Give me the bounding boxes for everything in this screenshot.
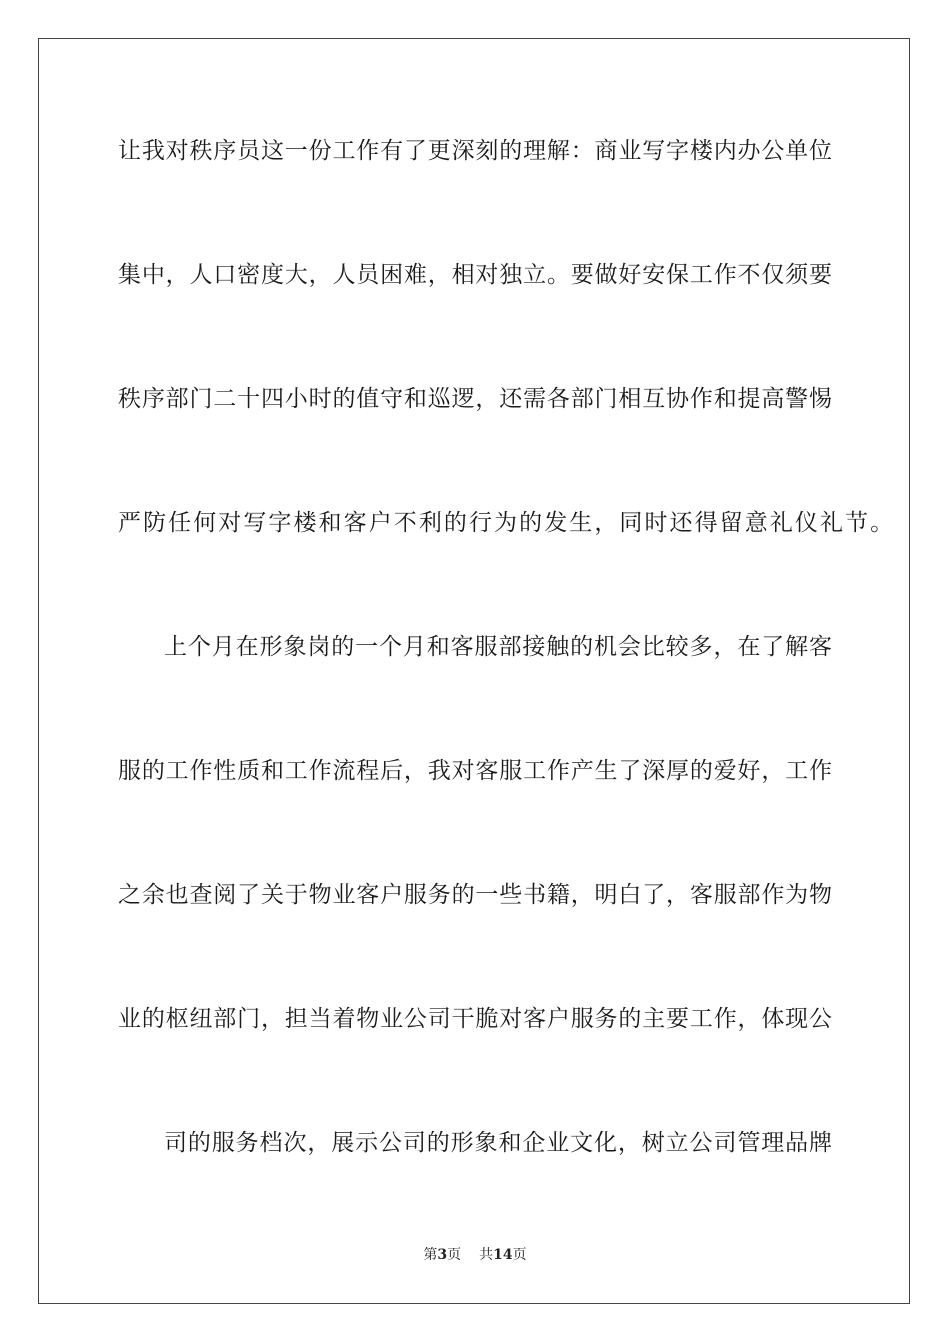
body-text-line: 秩序部门二十四小时的值守和巡逻，还需各部门相互协作和提高警惕 xyxy=(118,386,832,412)
total-label-suffix: 页 xyxy=(512,1247,527,1263)
page-frame xyxy=(38,38,910,1304)
body-text-line: 之余也查阅了关于物业客户服务的一些书籍，明白了，客服部作为物 xyxy=(118,882,832,908)
body-text-line: 严防任何对写字楼和客户不利的行为的发生，同时还得留意礼仪礼节。 xyxy=(118,510,896,536)
page-footer xyxy=(0,1245,950,1265)
body-text-line: 集中，人口密度大，人员困难，相对独立。要做好安保工作不仅须要 xyxy=(118,262,832,288)
body-text-line: 司的服务档次，展示公司的形象和企业文化，树立公司管理品牌 xyxy=(164,1130,832,1156)
body-text-line: 让我对秩序员这一份工作有了更深刻的理解：商业写字楼内办公单位 xyxy=(118,138,832,164)
total-pages: 14 xyxy=(493,1247,513,1263)
body-text-line: 业的枢纽部门，担当着物业公司干脆对客户服务的主要工作，体现公 xyxy=(118,1006,832,1032)
body-text-line: 服的工作性质和工作流程后，我对客服工作产生了深厚的爱好，工作 xyxy=(118,758,832,784)
page-label-prefix: 第 xyxy=(423,1247,438,1263)
paragraph-first-line: 上个月在形象岗的一个月和客服部接触的机会比较多，在了解客 xyxy=(164,634,832,660)
page-label-suffix: 页 xyxy=(447,1247,462,1263)
total-label-prefix: 共 xyxy=(479,1247,494,1263)
page-number: 3 xyxy=(437,1247,448,1263)
